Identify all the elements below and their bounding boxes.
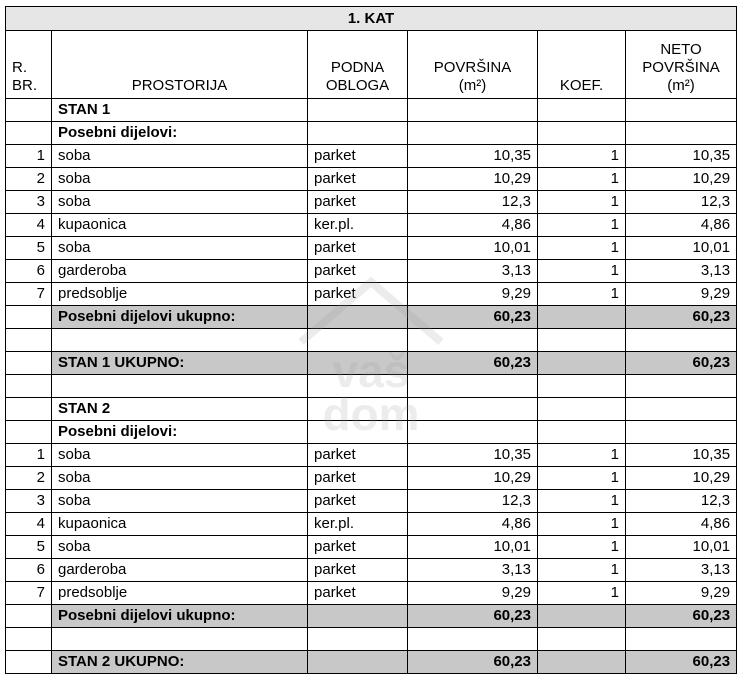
empty-cell	[6, 352, 52, 375]
row-number: 5	[6, 237, 52, 260]
empty-cell	[52, 329, 308, 352]
area-value: 10,35	[408, 145, 538, 168]
area-value: 12,3	[408, 490, 538, 513]
empty-cell	[538, 421, 626, 444]
row-number: 6	[6, 260, 52, 283]
empty-cell	[308, 375, 408, 398]
floor-covering: parket	[308, 536, 408, 559]
table-row	[6, 444, 737, 467]
header-rbr	[6, 31, 52, 99]
empty-cell	[6, 398, 52, 421]
room-name: predsoblje	[52, 283, 308, 306]
empty-row	[6, 628, 737, 651]
room-name: soba	[52, 467, 308, 490]
empty-cell	[408, 99, 538, 122]
net-area-value: 10,01	[626, 536, 737, 559]
room-name: kupaonica	[52, 214, 308, 237]
net-area-value: 9,29	[626, 283, 737, 306]
empty-cell	[408, 329, 538, 352]
area-value: 4,86	[408, 513, 538, 536]
area-value: 10,29	[408, 467, 538, 490]
empty-cell	[308, 398, 408, 421]
row-number: 3	[6, 191, 52, 214]
stan2-section-row-label: Posebni dijelovi:	[52, 421, 308, 444]
area-value: 3,13	[408, 260, 538, 283]
header-net-line3: (m²)	[667, 77, 695, 94]
empty-cell	[626, 122, 737, 145]
net-area-value: 3,13	[626, 559, 737, 582]
area-value: 12,3	[408, 191, 538, 214]
room-name: kupaonica	[52, 513, 308, 536]
stan1-subtotal-row	[6, 306, 737, 329]
net-area-value: 3,13	[626, 260, 737, 283]
stan1-label-row	[6, 99, 737, 122]
empty-cell	[626, 421, 737, 444]
header-rbr-line1: R.	[12, 59, 27, 76]
floor-covering: parket	[308, 168, 408, 191]
header-area-line1: POVRŠINA	[433, 59, 512, 76]
empty-cell	[626, 628, 737, 651]
table-row	[6, 467, 737, 490]
stan2-subtotal-row-net: 60,23	[626, 605, 737, 628]
room-name: soba	[52, 145, 308, 168]
stan1-label-row-label: STAN 1	[52, 99, 308, 122]
header-rbr-line2: BR.	[12, 77, 38, 94]
header-floor-line2: OBLOGA	[325, 77, 390, 94]
empty-cell	[6, 99, 52, 122]
empty-cell	[308, 306, 408, 329]
room-name: soba	[52, 191, 308, 214]
area-value: 3,13	[408, 559, 538, 582]
row-number: 7	[6, 582, 52, 605]
net-area-value: 10,35	[626, 145, 737, 168]
floor-covering: parket	[308, 582, 408, 605]
table-row	[6, 536, 737, 559]
header-coef: KOEF.	[538, 31, 626, 99]
coef-value: 1	[538, 168, 626, 191]
coef-value: 1	[538, 513, 626, 536]
empty-cell	[408, 421, 538, 444]
empty-cell	[308, 605, 408, 628]
empty-cell	[538, 375, 626, 398]
empty-cell	[6, 329, 52, 352]
coef-value: 1	[538, 490, 626, 513]
net-area-value: 9,29	[626, 582, 737, 605]
table-row	[6, 582, 737, 605]
table-row	[6, 513, 737, 536]
empty-cell	[538, 122, 626, 145]
header-net-line1: NETO	[660, 41, 702, 58]
floor-covering: parket	[308, 444, 408, 467]
floor-covering: parket	[308, 283, 408, 306]
coef-value: 1	[538, 467, 626, 490]
header-floor	[308, 31, 408, 99]
room-name: garderoba	[52, 559, 308, 582]
stan1-section-row	[6, 122, 737, 145]
empty-cell	[6, 605, 52, 628]
net-area-value: 10,29	[626, 467, 737, 490]
empty-cell	[626, 375, 737, 398]
net-area-value: 10,35	[626, 444, 737, 467]
stan1-total-row	[6, 352, 737, 375]
coef-value: 1	[538, 559, 626, 582]
stan1-total-row-net: 60,23	[626, 352, 737, 375]
stan1-total-row-area: 60,23	[408, 352, 538, 375]
header-net-line2: POVRŠINA	[642, 59, 720, 76]
coef-value: 1	[538, 145, 626, 168]
empty-cell	[308, 628, 408, 651]
floor-covering: parket	[308, 490, 408, 513]
empty-cell	[538, 306, 626, 329]
floor-covering: parket	[308, 191, 408, 214]
empty-cell	[538, 352, 626, 375]
header-area	[408, 31, 538, 99]
table-header-row	[6, 31, 737, 99]
stan2-subtotal-row	[6, 605, 737, 628]
empty-cell	[408, 122, 538, 145]
empty-cell	[538, 628, 626, 651]
header-room: PROSTORIJA	[52, 31, 308, 99]
table-row	[6, 145, 737, 168]
coef-value: 1	[538, 536, 626, 559]
empty-row	[6, 375, 737, 398]
area-value: 9,29	[408, 582, 538, 605]
net-area-value: 12,3	[626, 490, 737, 513]
stan2-section-row	[6, 421, 737, 444]
empty-cell	[308, 421, 408, 444]
row-number: 2	[6, 467, 52, 490]
header-net	[626, 31, 737, 99]
empty-cell	[626, 329, 737, 352]
coef-value: 1	[538, 582, 626, 605]
row-number: 2	[6, 168, 52, 191]
floor-covering: ker.pl.	[308, 513, 408, 536]
empty-cell	[52, 628, 308, 651]
room-name: soba	[52, 490, 308, 513]
empty-cell	[6, 375, 52, 398]
net-area-value: 12,3	[626, 191, 737, 214]
room-name: soba	[52, 237, 308, 260]
area-value: 4,86	[408, 214, 538, 237]
empty-cell	[538, 651, 626, 674]
area-value: 10,01	[408, 536, 538, 559]
coef-value: 1	[538, 260, 626, 283]
empty-cell	[6, 421, 52, 444]
room-name: predsoblje	[52, 582, 308, 605]
stan2-total-row-label: STAN 2 UKUPNO:	[52, 651, 308, 674]
table-row	[6, 260, 737, 283]
floor-covering: parket	[308, 145, 408, 168]
area-table	[5, 6, 737, 674]
floor-covering: parket	[308, 467, 408, 490]
empty-cell	[538, 605, 626, 628]
empty-cell	[308, 651, 408, 674]
stan2-label-row-label: STAN 2	[52, 398, 308, 421]
watermark-line2: dom	[322, 388, 420, 440]
coef-value: 1	[538, 444, 626, 467]
room-name: soba	[52, 444, 308, 467]
empty-cell	[538, 398, 626, 421]
empty-cell	[408, 398, 538, 421]
empty-cell	[626, 398, 737, 421]
row-number: 3	[6, 490, 52, 513]
empty-cell	[408, 375, 538, 398]
table-row	[6, 191, 737, 214]
row-number: 6	[6, 559, 52, 582]
net-area-value: 10,29	[626, 168, 737, 191]
net-area-value: 4,86	[626, 513, 737, 536]
area-value: 10,01	[408, 237, 538, 260]
stan2-total-row-area: 60,23	[408, 651, 538, 674]
row-number: 4	[6, 513, 52, 536]
stan2-total-row-net: 60,23	[626, 651, 737, 674]
table-row	[6, 237, 737, 260]
empty-cell	[626, 99, 737, 122]
area-value: 10,35	[408, 444, 538, 467]
stan2-subtotal-row-label: Posebni dijelovi ukupno:	[52, 605, 308, 628]
table-row	[6, 214, 737, 237]
empty-cell	[6, 651, 52, 674]
row-number: 1	[6, 145, 52, 168]
empty-row	[6, 329, 737, 352]
table-row	[6, 559, 737, 582]
table-row	[6, 490, 737, 513]
empty-cell	[538, 329, 626, 352]
coef-value: 1	[538, 214, 626, 237]
empty-cell	[308, 352, 408, 375]
stan2-total-row	[6, 651, 737, 674]
net-area-value: 10,01	[626, 237, 737, 260]
stan2-label-row	[6, 398, 737, 421]
stan2-subtotal-row-area: 60,23	[408, 605, 538, 628]
room-name: soba	[52, 168, 308, 191]
empty-cell	[52, 375, 308, 398]
floor-covering: parket	[308, 237, 408, 260]
area-value: 10,29	[408, 168, 538, 191]
empty-cell	[308, 122, 408, 145]
table-row	[6, 168, 737, 191]
empty-cell	[538, 99, 626, 122]
empty-cell	[6, 306, 52, 329]
empty-cell	[308, 329, 408, 352]
empty-cell	[308, 99, 408, 122]
row-number: 7	[6, 283, 52, 306]
row-number: 4	[6, 214, 52, 237]
empty-cell	[408, 628, 538, 651]
stan1-subtotal-row-label: Posebni dijelovi ukupno:	[52, 306, 308, 329]
area-value: 9,29	[408, 283, 538, 306]
empty-cell	[6, 122, 52, 145]
stan1-subtotal-row-area: 60,23	[408, 306, 538, 329]
net-area-value: 4,86	[626, 214, 737, 237]
stan1-total-row-label: STAN 1 UKUPNO:	[52, 352, 308, 375]
header-area-line2: (m²)	[458, 77, 487, 94]
row-number: 1	[6, 444, 52, 467]
floor-covering: parket	[308, 260, 408, 283]
coef-value: 1	[538, 237, 626, 260]
coef-value: 1	[538, 191, 626, 214]
table-title: 1. KAT	[6, 7, 737, 31]
stan1-subtotal-row-net: 60,23	[626, 306, 737, 329]
room-name: garderoba	[52, 260, 308, 283]
row-number: 5	[6, 536, 52, 559]
header-floor-line1: PODNA	[330, 59, 385, 76]
table-title-row	[6, 7, 737, 31]
stan1-section-row-label: Posebni dijelovi:	[52, 122, 308, 145]
room-name: soba	[52, 536, 308, 559]
floor-covering: parket	[308, 559, 408, 582]
empty-cell	[6, 628, 52, 651]
floor-covering: ker.pl.	[308, 214, 408, 237]
coef-value: 1	[538, 283, 626, 306]
table-row	[6, 283, 737, 306]
